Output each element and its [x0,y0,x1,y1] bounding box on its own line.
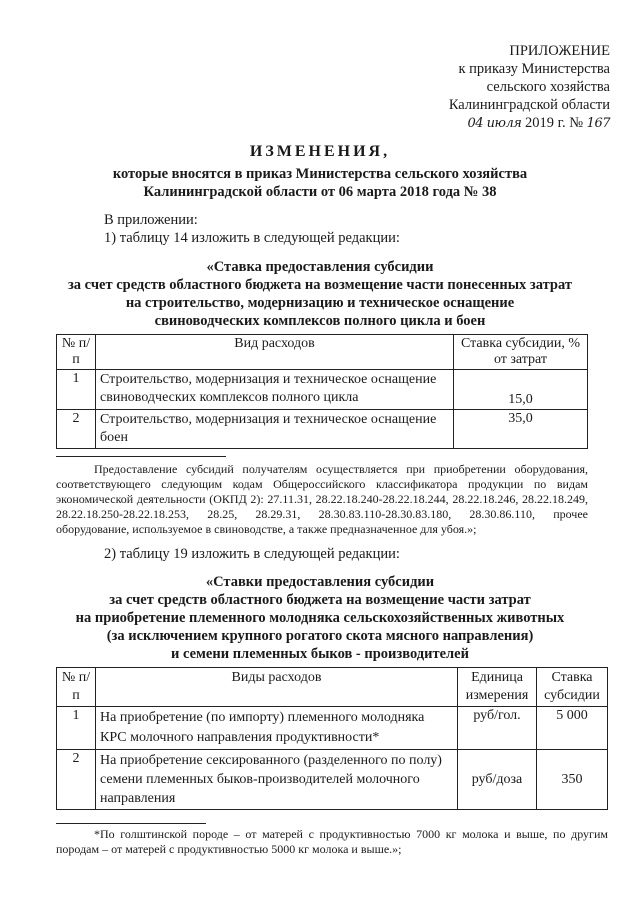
table19-title: на приобретение племенного молодняка сельскохозяйственных животных [75,610,565,626]
table19-title: и семени племенных быков - производителей [171,646,469,662]
item-2-text: 2) таблицу 19 изложить в следующей редакции: [104,546,400,562]
handwritten-date: 04 июля [467,116,522,131]
document-subtitle: Калининградской области от 06 марта 2018 года № 38 [143,184,497,200]
table-14 [56,334,588,449]
cell-num: 1 [57,370,96,410]
header-desc: Вид расходов [96,335,454,370]
table14-title: «Ставка предоставления субсидии [206,259,434,275]
document-title: ИЗМЕНЕНИЯ, [249,143,391,160]
header-unit: Единица измерения [458,668,537,707]
footnote-rule [56,823,206,824]
appendix-block [390,42,610,133]
cell-rate: 350 [537,750,608,810]
cell-unit: руб/доза [458,750,537,810]
cell-rate: 15,0 [454,370,588,410]
cell-num: 2 [57,410,96,449]
intro-text: В приложении: [104,212,198,228]
table19-title: за счет средств областного бюджета на возмещение части затрат [109,592,531,608]
cell-num: 2 [57,750,96,810]
header-rate: Ставка субсидии [537,668,608,707]
appendix-date [390,114,610,133]
cell-desc: На приобретение сексированного (разделенного по полу) семени племенных быков-производителей молочного направления [96,750,458,810]
table19-title: «Ставки предоставления субсидии [205,574,435,590]
cell-num: 1 [57,707,96,750]
table14-title: за счет средств областного бюджета на возмещение части понесенных затрат [67,277,572,293]
table19-title: (за исключением крупного рогатого скота мясного направления) [106,628,534,644]
cell-rate: 35,0 [454,410,588,449]
header-num: № п/п [57,668,96,707]
cell-desc: Строительство, модернизация и техническое оснащение свиноводческих комплексов полного цикла [96,370,454,410]
footnote-rule [56,456,226,457]
appendix-line: сельского хозяйства [486,79,610,95]
appendix-line: к приказу Министерства [458,61,610,77]
appendix-date-print: 2019 г. № [525,115,584,131]
item-1-text: 1) таблицу 14 изложить в следующей редакции: [104,230,400,246]
appendix-line: Калининградской области [448,97,610,113]
table-row [57,707,608,750]
table14-note: Предоставление субсидий получателям осуществляется при приобретении оборудования, соответствующего следующим кодам Общероссийского классификатора продукции по видам экономической деятельности (ОКПД 2): 27.11.31, 28.22.18.240-28.22.18.244, 28.22.18.246, 28.22.18.249, 28.22.18.250-28.22.18.253, 28.25, 28.29.31, 28.30.83.110-28.30.83.180, 28.30.86.110, прочее оборудование, используемое в свиноводстве, а также предназначенное для убоя.»; [56,462,588,536]
table19-note: *По голштинской породе – от матерей с продуктивностью 7000 кг молока и выше, по другим породам – от матерей с продуктивностью 5000 кг молока и выше.»; [56,827,608,856]
table-row [57,370,588,410]
table14-title: свиноводческих комплексов полного цикла и боен [154,313,486,329]
document-subtitle: которые вносятся в приказ Министерства сельского хозяйства [112,166,528,182]
handwritten-number: 167 [586,116,610,131]
cell-unit: руб/гол. [458,707,537,750]
header-rate: Ставка субсидии, % от затрат [454,335,588,370]
appendix-title: ПРИЛОЖЕНИЕ [509,43,610,59]
table-row [57,750,608,810]
cell-rate: 5 000 [537,707,608,750]
header-desc: Виды расходов [96,668,458,707]
cell-desc: Строительство, модернизация и техническое оснащение боен [96,410,454,449]
header-num: № п/п [57,335,96,370]
table14-title: на строительство, модернизацию и техническое оснащение [125,295,515,311]
table-19 [56,667,608,810]
table-row [57,410,588,449]
table-header-row [57,335,588,370]
table-header-row [57,668,608,707]
cell-desc: На приобретение (по импорту) племенного молодняка КРС молочного направления продуктивности* [96,707,458,750]
